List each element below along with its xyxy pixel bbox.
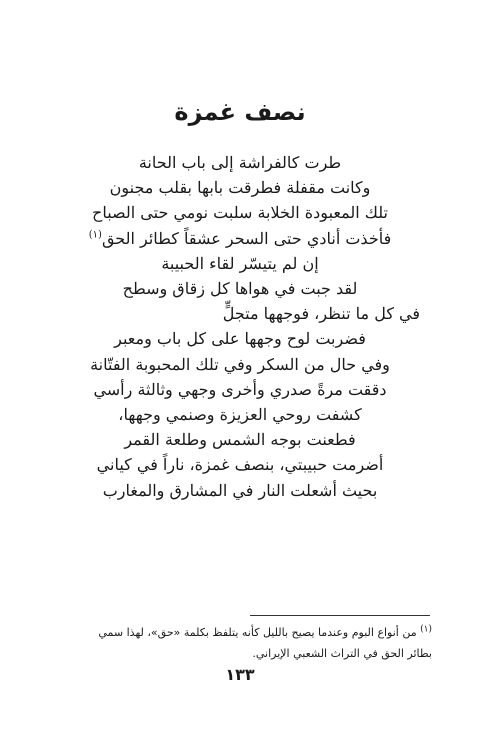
- poem-line: كشفت روحي العزيزة وصنمي وجهها،: [118, 405, 362, 425]
- footnote-marker: (١): [420, 624, 432, 635]
- footnote-reference: (١): [88, 229, 102, 241]
- poem-line: وكانت مقفلة فطرقت بابها بقلب مجنون: [109, 178, 371, 198]
- poem-line: فطعنت بوجه الشمس وطلعة القمر: [124, 430, 356, 450]
- poem-line: طرت كالفراشة إلى باب الحانة: [138, 153, 342, 172]
- footnote: [42, 622, 432, 664]
- footnote-text: من أنواع البوم وعندما يصيح بالليل كأنه يتلفظ بكلمة «حق»، لهذا سمي: [98, 626, 417, 639]
- poem-line: في كل ما تنظر، فوجهها متجلٍّ: [222, 304, 420, 324]
- poem-line: فضربت لوح وجهها على كل باب ومعبر: [114, 329, 366, 349]
- footnote-separator: [250, 615, 430, 616]
- poem-line-text: فأخذت أنادي حتى السحر عشقاً كطائر الحق: [101, 228, 392, 248]
- poem-line: وفي حال من السكر وفي تلك المحبوبة الفتّانة: [90, 354, 390, 374]
- poem-line: أضرمت حبيبتي، بنصف غمزة، ناراً في كياني: [96, 455, 384, 475]
- footnote-line: [42, 622, 432, 643]
- poem-body: [60, 150, 420, 503]
- page-number: ١٣٣: [225, 665, 255, 684]
- poem-line: تلك المعبودة الخلابة سلبت نومي حتى الصباح: [91, 203, 388, 223]
- poem-line: بحيث أشعلت النار في المشارق والمغارب: [102, 480, 378, 500]
- poem-line: إن لم يتيسّر لقاء الحبيبة: [161, 253, 319, 273]
- poem-line: لقد جبت في هواها كل زقاق وسطح: [122, 279, 358, 299]
- footnote-line: بطائر الحق في التراث الشعبي الإيراني.: [252, 647, 432, 660]
- poem-title: نصف غمزة: [174, 98, 306, 126]
- poem-line-with-footnote: [60, 226, 420, 251]
- poem-line: دققت مرةً صدري وأخرى وجهي وثالثة رأسي: [93, 379, 387, 399]
